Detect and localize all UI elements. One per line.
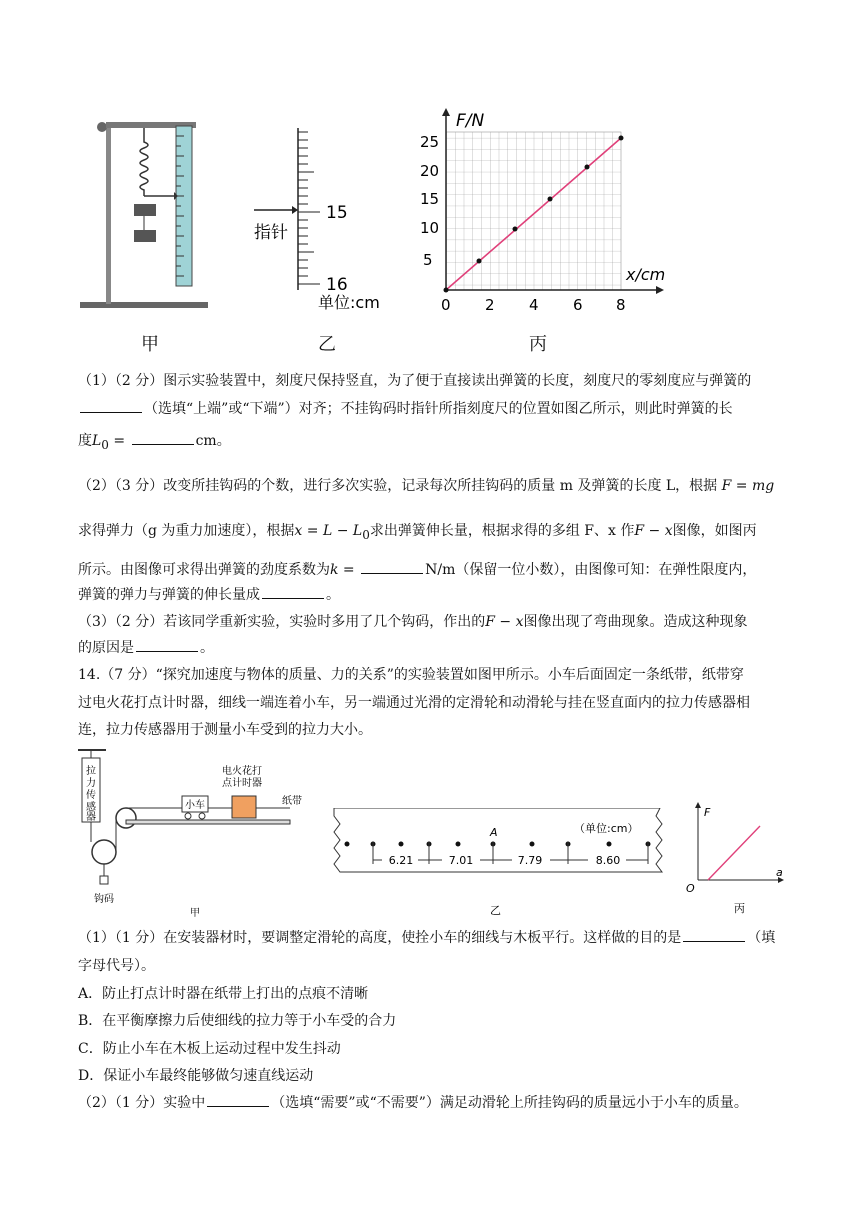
data-point — [444, 288, 449, 293]
f-x-graph — [420, 104, 670, 324]
ruler-reading-diagram — [248, 124, 408, 314]
data-point — [585, 165, 590, 170]
svg-text:点计时器: 点计时器 — [222, 778, 262, 789]
figure-label-bing: 丙 — [529, 334, 547, 355]
answer-blank[interactable] — [80, 398, 142, 413]
q14-part1-line2: 字母代号）。 — [78, 958, 155, 974]
answer-blank[interactable] — [132, 430, 194, 445]
y-tick: 10 — [420, 219, 440, 237]
answer-blank[interactable] — [136, 637, 198, 652]
q13-part2-line2: 求得弹力（g 为重力加速度），根据$x = L - L_0$求出弹簧伸长量，根据求得的多组 F、x 作F − x图像，如图丙 — [78, 523, 757, 542]
x-tick: 2 — [485, 296, 495, 314]
tape-unit-label: （单位:cm） — [574, 822, 639, 835]
q14-option-b[interactable]: B．在平衡摩擦力后使细线的拉力等于小车受的合力 — [78, 1013, 397, 1029]
paper-tape-diagram — [330, 808, 670, 924]
q14-intro-line2: 过电火花打点计时器，细线一端连着小车，另一端通过光滑的定滑轮和动滑轮与挂在竖直面内的拉力传感器相 — [78, 695, 750, 711]
point-a-label: A — [490, 826, 498, 839]
answer-blank[interactable] — [262, 584, 324, 599]
graph-origin-label: O — [686, 882, 695, 895]
ruler-tick-15: 15 — [326, 203, 348, 223]
unit-label: 单位:cm — [318, 293, 380, 312]
q13-part2-line4: 弹簧的弹力与弹簧的伸长量成 。 — [78, 581, 790, 609]
tape-dot — [399, 842, 404, 847]
q14-option-a[interactable]: A．防止打点计时器在纸带上打出的点痕不清晰 — [78, 986, 369, 1002]
tape-distance: 6.21 — [388, 854, 414, 867]
tape-distance: 7.79 — [517, 854, 543, 867]
data-point — [513, 227, 518, 232]
graph-f-label: F — [704, 806, 711, 819]
answer-blank[interactable] — [361, 559, 423, 574]
graph-a-label: a — [776, 866, 783, 879]
f-a-line — [708, 826, 760, 880]
q13-part1-line2: （选填“上端”或“下端”）对齐；不挂钩码时指针所指刻度尺的位置如图乙所示，则此时弹簧的长 — [78, 395, 790, 423]
svg-text:感: 感 — [86, 802, 96, 813]
q13-part1-line3: 度$L_0$ = cm。 — [78, 427, 790, 459]
q13-part1-line1: （1）（2 分）图示实验装置中，刻度尺保持竖直，为了便于直接读出弹簧的长度，刻度尺的零刻度应与弹簧的 — [78, 373, 752, 389]
figure-label-bing: 丙 — [734, 902, 745, 915]
y-tick: 25 — [420, 133, 440, 151]
graph-ylabel: F/N — [456, 111, 485, 131]
q13-part2-line1: （2）（3 分）改变所挂钩码的个数，进行多次实验，记录每次所挂钩码的质量 m 及弹簧的长度 L，根据 F = mg — [78, 478, 775, 494]
answer-blank[interactable] — [207, 1092, 269, 1107]
y-tick: 5 — [423, 251, 433, 269]
weight-label: 钩码 — [94, 894, 114, 905]
tape-dot — [456, 842, 461, 847]
tape-dot — [530, 842, 535, 847]
data-point — [619, 136, 624, 141]
sensor-label: 拉 — [86, 766, 96, 777]
car-label: 小车 — [185, 800, 205, 811]
x-tick: 0 — [441, 296, 451, 314]
y-tick: 15 — [420, 190, 440, 208]
f-a-graph — [680, 800, 790, 920]
tape-label: 纸带 — [282, 796, 302, 807]
tape-distance: 8.60 — [595, 854, 621, 867]
spring-apparatus-diagram — [78, 112, 218, 322]
figure-label-jia: 甲 — [190, 908, 200, 919]
figure-label-yi: 乙 — [318, 334, 336, 355]
q14-part2-line1: （2）（1 分）实验中 （选填“需要”或“不需要”）满足动滑轮上所挂钩码的质量远小于小车的质量。 — [78, 1089, 790, 1117]
q14-intro-line3: 连，拉力传感器用于测量小车受到的拉力大小。 — [78, 722, 372, 738]
x-tick: 8 — [616, 296, 626, 314]
graph-xlabel: x/cm — [626, 265, 666, 284]
acceleration-apparatus-diagram — [70, 746, 310, 922]
figure-label-yi: 乙 — [490, 904, 501, 917]
svg-text:力: 力 — [86, 778, 96, 789]
svg-text:传: 传 — [86, 790, 96, 801]
data-point — [477, 259, 482, 264]
ruler-tick-16: 16 — [326, 275, 348, 295]
x-tick: 4 — [529, 296, 539, 314]
answer-blank[interactable] — [683, 927, 745, 942]
tape-dot — [607, 842, 612, 847]
q14-part1-line1: （1）（1 分）在安装器材时，要调整定滑轮的高度，使拴小车的细线与木板平行。这样做的目的是 （填 — [78, 924, 790, 952]
q14-option-c[interactable]: C．防止小车在木板上运动过程中发生抖动 — [78, 1041, 341, 1057]
q14-option-d[interactable]: D．保证小车最终能够做匀速直线运动 — [78, 1068, 314, 1084]
tape-distance: 7.01 — [448, 854, 474, 867]
tape-dot — [345, 842, 350, 847]
q13-part2-line3: 所示。由图像可求得出弹簧的劲度系数为k = N/m（保留一位小数），由图像可知：在弹性限度内， — [78, 556, 790, 584]
y-tick: 20 — [420, 162, 440, 180]
q13-part3-line1: （3）（2 分）若该同学重新实验，实验时多用了几个钩码，作出的F − x图像出现了弯曲现象。造成这种现象 — [78, 614, 748, 630]
svg-text:器: 器 — [86, 812, 96, 823]
data-point — [548, 197, 553, 202]
pointer-label: 指针 — [254, 223, 288, 243]
figure-label-jia: 甲 — [141, 334, 159, 355]
q13-part3-line2: 的原因是 。 — [78, 634, 790, 662]
timer-label: 电火花打 — [222, 766, 262, 777]
q14-intro-line1: 14.（7 分）“探究加速度与物体的质量、力的关系”的实验装置如图甲所示。小车后面固定一条纸带，纸带穿 — [78, 667, 744, 683]
x-tick: 6 — [573, 296, 583, 314]
